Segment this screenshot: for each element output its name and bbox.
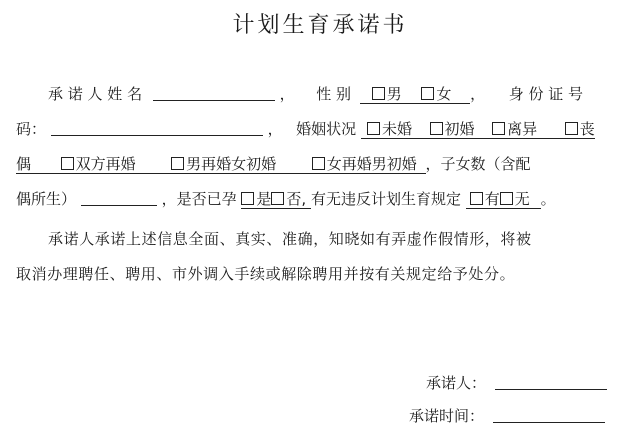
male-label: 男 [386,85,402,103]
pregnant-no-label: 否 [286,190,302,208]
line-children-pregnancy [16,189,556,209]
unmarried-label: 未婚 [381,120,412,138]
female-remarried-checkbox[interactable] [312,157,325,170]
pregnant-no-checkbox[interactable] [271,192,284,205]
widowed-label-b: 偶 [16,155,32,173]
marital-label: 婚姻状况 [296,120,357,138]
name-field[interactable] [153,84,275,101]
line-name-gender-id [48,84,583,104]
violation-none-label: 无 [514,190,530,208]
male-remarried-label: 男再婚女初婚 [186,155,277,173]
male-remarried-checkbox[interactable] [171,157,184,170]
pregnancy-options: 是 否, [241,190,311,209]
gender-label: 性 别 [316,85,351,103]
commitment-paragraph-line2: 取消办理聘任、聘用、市外调入手续或解除聘用并按有关规定给予处分。 [16,265,516,283]
children-count-field[interactable] [81,189,157,206]
id-label: 身 份 证 号 [508,85,584,103]
pregnant-yes-label: 是 [256,190,272,208]
code-label: 码： [16,120,47,138]
violation-none-checkbox[interactable] [500,192,513,205]
gender-options [360,85,470,104]
female-label: 女 [436,85,452,103]
time-label: 承诺时间： [409,407,485,425]
promisor-field[interactable] [495,373,607,390]
children-label: ，子女数（含配 [425,155,531,173]
both-remarried-checkbox[interactable] [61,157,74,170]
pregnant-label: ，是否已孕 [161,190,237,208]
female-remarried-label: 女再婚男初婚 [326,155,417,173]
name-label: 承 诺 人 姓 名 [48,85,143,103]
marital-options [361,120,595,139]
comma: ， [267,120,283,138]
widowed-label-a: 丧 [579,120,595,138]
line-marital-children [16,154,531,174]
time-field[interactable] [493,406,605,423]
page-title: 计划生育承诺书 [232,13,408,38]
pregnant-yes-checkbox[interactable] [241,192,254,205]
spouse-born-label: 偶所生） [16,190,77,208]
marital-options-cont [16,155,426,174]
first-marriage-label: 初婚 [444,120,475,138]
first-marriage-checkbox[interactable] [430,122,443,135]
comma: ， [279,85,295,103]
unmarried-checkbox[interactable] [367,122,380,135]
promisor-signature-row [426,372,607,393]
male-checkbox[interactable] [372,87,385,100]
violation-label: 有无违反计划生育规定 [310,190,461,208]
both-remarried-label: 双方再婚 [75,155,136,173]
divorced-checkbox[interactable] [492,122,505,135]
time-signature-row [409,405,605,426]
comma: ， [470,85,486,103]
line-id-marital [16,119,595,139]
violation-has-checkbox[interactable] [470,192,483,205]
widowed-checkbox[interactable] [565,122,578,135]
promisor-label: 承诺人： [426,374,487,392]
divorced-label: 离异 [507,120,538,138]
female-checkbox[interactable] [421,87,434,100]
period: 。 [540,190,556,208]
violation-options [466,190,541,209]
violation-has-label: 有 [484,190,500,208]
id-number-field[interactable] [51,119,263,136]
commitment-paragraph-line1: 承诺人承诺上述信息全面、真实、准确，知晓如有弄虚作假情形，将被 [48,230,532,248]
